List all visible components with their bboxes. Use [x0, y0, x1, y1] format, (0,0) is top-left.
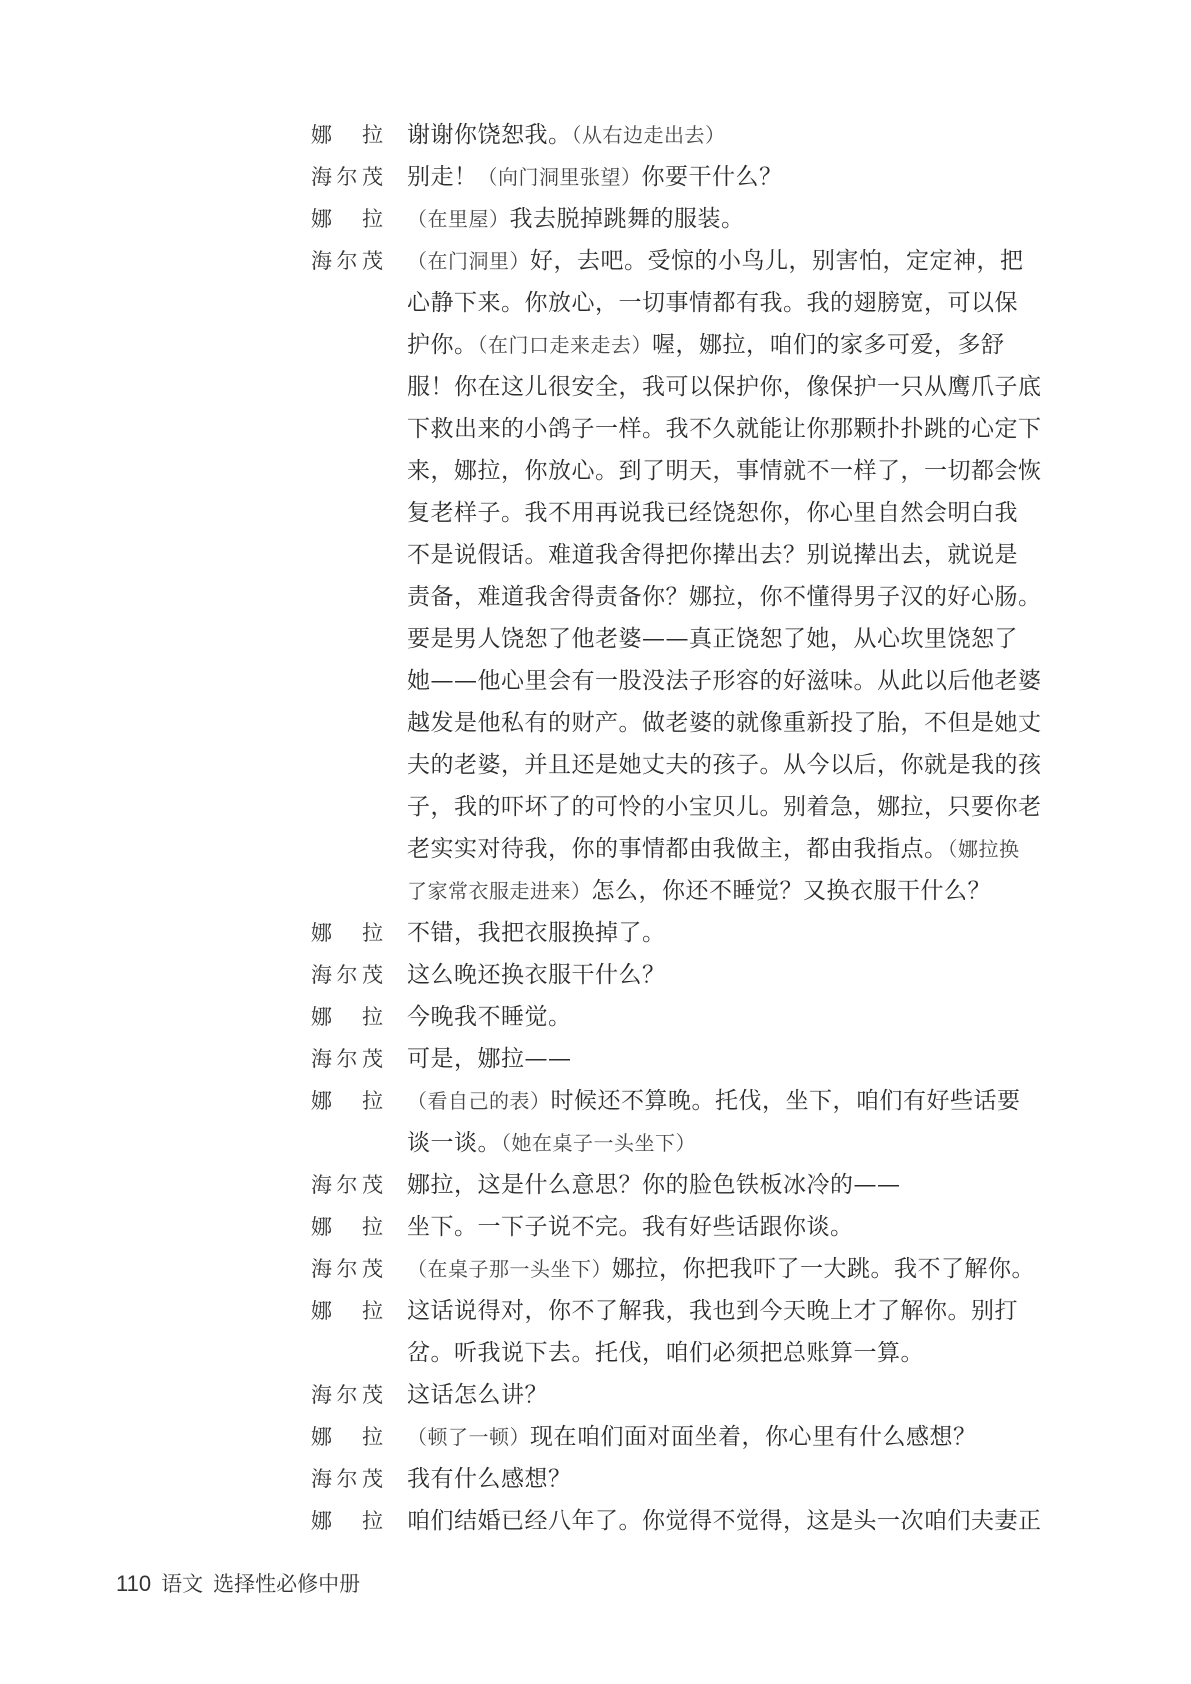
dialogue-text: [407, 912, 1071, 954]
speaker-name: [311, 1080, 383, 1122]
speech-text: 现在咱们面对面坐着，你心里有什么感想？: [530, 1424, 977, 1450]
speaker-char: 尔: [336, 249, 358, 273]
stage-direction: （向门洞里张望）: [477, 165, 642, 189]
speech-text: 岔。听我说下去。托伐，咱们必须把总账算一算。: [407, 1340, 924, 1366]
dialogue-continuation: [311, 1332, 1071, 1374]
speaker-char: 茂: [362, 963, 383, 987]
dialogue-continuation: [311, 702, 1071, 744]
speaker-char: 拉: [362, 123, 383, 147]
dialogue-continuation: [311, 744, 1071, 786]
dialogue-line: [311, 1500, 1071, 1542]
dialogue-text: [407, 1458, 1071, 1500]
speaker-char: 尔: [336, 1047, 358, 1071]
speaker-char: 尔: [336, 1467, 358, 1491]
dialogue-text: [407, 156, 1071, 198]
speaker-name: [311, 1416, 383, 1458]
speaker-name: [311, 1500, 383, 1542]
dialogue-line: [311, 1458, 1071, 1500]
stage-direction: （从右边走出去）: [571, 123, 726, 147]
speech-text: 我有什么感想？: [407, 1466, 572, 1492]
speech-text: 复老样子。我不用再说我已经饶恕你，你心里自然会明白我: [407, 500, 1018, 526]
speaker-char: 尔: [336, 165, 358, 189]
speech-text: 这话怎么讲？: [407, 1382, 548, 1408]
speaker-char: 尔: [336, 1383, 358, 1407]
speaker-name: [311, 912, 383, 954]
speaker-name: [311, 114, 383, 156]
speaker-char: 拉: [362, 1089, 383, 1113]
speech-text: 越发是他私有的财产。做老婆的就像重新投了胎，不但是她丈: [407, 710, 1042, 736]
dialogue-line: [311, 156, 1071, 198]
speech-text: 老实实对待我，你的事情都由我做主，都由我指点。: [407, 836, 948, 862]
speaker-char: 娜: [311, 123, 332, 147]
speaker-char: 茂: [362, 1257, 383, 1281]
dialogue-line: [311, 1416, 1071, 1458]
speaker-char: 娜: [311, 921, 332, 945]
stage-direction: （她在桌子一头坐下）: [501, 1131, 696, 1155]
dialogue-continuation: [311, 828, 1071, 870]
speaker-char: 海: [311, 165, 332, 189]
dialogue-continuation: [311, 408, 1071, 450]
dialogue-continuation: [311, 618, 1071, 660]
speaker-char: 拉: [362, 1005, 383, 1029]
speech-text: 心静下来。你放心，一切事情都有我。我的翅膀宽，可以保: [407, 290, 1018, 316]
speaker-char: 拉: [362, 1425, 383, 1449]
stage-direction: （在里屋）: [407, 207, 510, 231]
speech-text: 她——他心里会有一股没法子形容的好滋味。从此以后他老婆: [407, 668, 1042, 694]
speaker-char: 海: [311, 249, 332, 273]
dialogue-continuation: [311, 1122, 1071, 1164]
dialogue-continuation: [311, 366, 1071, 408]
speaker-name: [311, 1248, 383, 1290]
stage-direction: （在桌子那一头坐下）: [407, 1257, 612, 1281]
stage-direction: （顿了一顿）: [407, 1425, 530, 1449]
speaker-name: [311, 156, 383, 198]
dialogue-continuation: [311, 324, 1071, 366]
dialogue-text: [407, 1038, 1071, 1080]
speech-text: 这么晚还换衣服干什么？: [407, 962, 666, 988]
speech-text: 不错，我把衣服换掉了。: [407, 920, 666, 946]
dialogue-line: [311, 114, 1071, 156]
speech-text: 娜拉，你把我吓了一大跳。我不了解你。: [612, 1256, 1035, 1282]
stage-direction: 了家常衣服走进来）: [407, 879, 592, 903]
speaker-char: 茂: [362, 1467, 383, 1491]
stage-direction: （娜拉换: [947, 837, 1020, 861]
speaker-char: 尔: [336, 1257, 358, 1281]
speech-text: 护你。: [407, 332, 478, 358]
speech-text: 娜拉，这是什么意思？你的脸色铁板冰冷的——: [407, 1172, 901, 1198]
speaker-name: [311, 954, 383, 996]
dialogue-continuation: [311, 786, 1071, 828]
speech-text: 怎么，你还不睡觉？又换衣服干什么？: [591, 878, 991, 904]
speaker-char: 海: [311, 1383, 332, 1407]
dialogue-continuation: [311, 534, 1071, 576]
speech-text: 今晚我不睡觉。: [407, 1004, 572, 1030]
dialogue-line: [311, 996, 1071, 1038]
dialogue-line: [311, 1290, 1071, 1332]
speaker-char: 娜: [311, 1509, 332, 1533]
dialogue-continuation: [311, 282, 1071, 324]
dialogue-continuation: [311, 660, 1071, 702]
dialogue-continuation: [311, 576, 1071, 618]
speech-text: 子，我的吓坏了的可怜的小宝贝儿。别着急，娜拉，只要你老: [407, 794, 1042, 820]
speaker-name: [311, 1206, 383, 1248]
speaker-char: 尔: [336, 1173, 358, 1197]
speech-text: 好，去吧。受惊的小鸟儿，别害怕，定定神，把: [530, 248, 1024, 274]
speaker-name: [311, 1458, 383, 1500]
speaker-char: 娜: [311, 1299, 332, 1323]
speech-text: 谈一谈。: [407, 1130, 501, 1156]
dialogue-line: [311, 954, 1071, 996]
speaker-name: [311, 996, 383, 1038]
speaker-name: [311, 1038, 383, 1080]
speaker-char: 海: [311, 1257, 332, 1281]
dialogue-text: [407, 1164, 1071, 1206]
speech-text: 我去脱掉跳舞的服装。: [509, 206, 745, 232]
dialogue-text: [407, 1500, 1071, 1542]
speaker-char: 茂: [362, 1047, 383, 1071]
speech-text: 要是男人饶恕了他老婆——真正饶恕了她，从心坎里饶恕了: [407, 626, 1018, 652]
speaker-char: 海: [311, 1467, 332, 1491]
speaker-char: 娜: [311, 1215, 332, 1239]
speaker-char: 娜: [311, 1425, 332, 1449]
dialogue-text: [407, 954, 1071, 996]
speech-text: 咱们结婚已经八年了。你觉得不觉得，这是头一次咱们夫妻正: [407, 1508, 1042, 1534]
dialogue-continuation: [311, 870, 1071, 912]
dialogue-line: [311, 1206, 1071, 1248]
speech-text: 可是，娜拉——: [407, 1046, 572, 1072]
speaker-char: 拉: [362, 921, 383, 945]
speech-text: 时候还不算晚。托伐，坐下，咱们有好些话要: [550, 1088, 1021, 1114]
speaker-char: 娜: [311, 1089, 332, 1113]
speaker-name: [311, 1164, 383, 1206]
speaker-char: 茂: [362, 1383, 383, 1407]
dialogue-text: [407, 198, 1071, 240]
speaker-char: 拉: [362, 1509, 383, 1533]
dialogue-text: [407, 114, 1071, 156]
speaker-char: 拉: [362, 207, 383, 231]
stage-direction: （看自己的表）: [407, 1089, 551, 1113]
dialogue-text: [407, 1248, 1071, 1290]
dialogue-continuation: [311, 450, 1071, 492]
page-number: 110: [116, 1571, 152, 1596]
speech-text: 来，娜拉，你放心。到了明天，事情就不一样了，一切都会恢: [407, 458, 1042, 484]
speaker-char: 娜: [311, 1005, 332, 1029]
dialogue-text: [407, 1206, 1071, 1248]
speaker-char: 娜: [311, 207, 332, 231]
dialogue-text: [407, 1416, 1071, 1458]
dialogue-line: [311, 1164, 1071, 1206]
speech-text: 不是说假话。难道我舍得把你撵出去？别说撵出去，就说是: [407, 542, 1018, 568]
dialogue-text: [407, 240, 1071, 282]
dialogue-line: [311, 912, 1071, 954]
speech-text: 下救出来的小鸽子一样。我不久就能让你那颗扑扑跳的心定下: [407, 416, 1042, 442]
book-title: 语文: [161, 1573, 204, 1596]
dialogue-text: [407, 996, 1071, 1038]
speaker-char: 拉: [362, 1299, 383, 1323]
stage-direction: （在门洞里）: [407, 249, 530, 273]
speaker-char: 尔: [336, 963, 358, 987]
speaker-char: 茂: [362, 249, 383, 273]
speech-text: 谢谢你饶恕我。: [407, 122, 572, 148]
dialogue-line: [311, 1248, 1071, 1290]
dialogue-text: [407, 1374, 1071, 1416]
dialogue-text: [407, 1290, 1071, 1332]
speech-text: 别走！: [407, 164, 478, 190]
speech-text: 夫的老婆，并且还是她丈夫的孩子。从今以后，你就是我的孩: [407, 752, 1042, 778]
speaker-char: 拉: [362, 1215, 383, 1239]
dialogue-line: [311, 240, 1071, 282]
speaker-name: [311, 1374, 383, 1416]
page-footer: [116, 1568, 360, 1598]
dialogue-text: [407, 1080, 1071, 1122]
speaker-name: [311, 240, 383, 282]
speaker-name: [311, 1290, 383, 1332]
dialogue-line: [311, 198, 1071, 240]
speaker-char: 茂: [362, 165, 383, 189]
speech-text: 责备，难道我舍得责备你？娜拉，你不懂得男子汉的好心肠。: [407, 584, 1042, 610]
speaker-char: 海: [311, 963, 332, 987]
speech-text: 坐下。一下子说不完。我有好些话跟你谈。: [407, 1214, 854, 1240]
speaker-name: [311, 198, 383, 240]
speech-text: 喔，娜拉，咱们的家多可爱，多舒: [652, 332, 1005, 358]
speaker-char: 海: [311, 1047, 332, 1071]
dialogue-line: [311, 1080, 1071, 1122]
dialogue-line: [311, 1038, 1071, 1080]
speech-text: 你要干什么？: [641, 164, 783, 190]
speaker-char: 茂: [362, 1173, 383, 1197]
script-body: [311, 114, 1071, 1542]
speech-text: 服！你在这儿很安全，我可以保护你，像保护一只从鹰爪子底: [407, 374, 1042, 400]
volume-title: 选择性必修中册: [213, 1573, 361, 1596]
speech-text: 这话说得对，你不了解我，我也到今天晚上才了解你。别打: [407, 1298, 1018, 1324]
dialogue-line: [311, 1374, 1071, 1416]
speaker-char: 海: [311, 1173, 332, 1197]
dialogue-continuation: [311, 492, 1071, 534]
stage-direction: （在门口走来走去）: [477, 333, 652, 357]
